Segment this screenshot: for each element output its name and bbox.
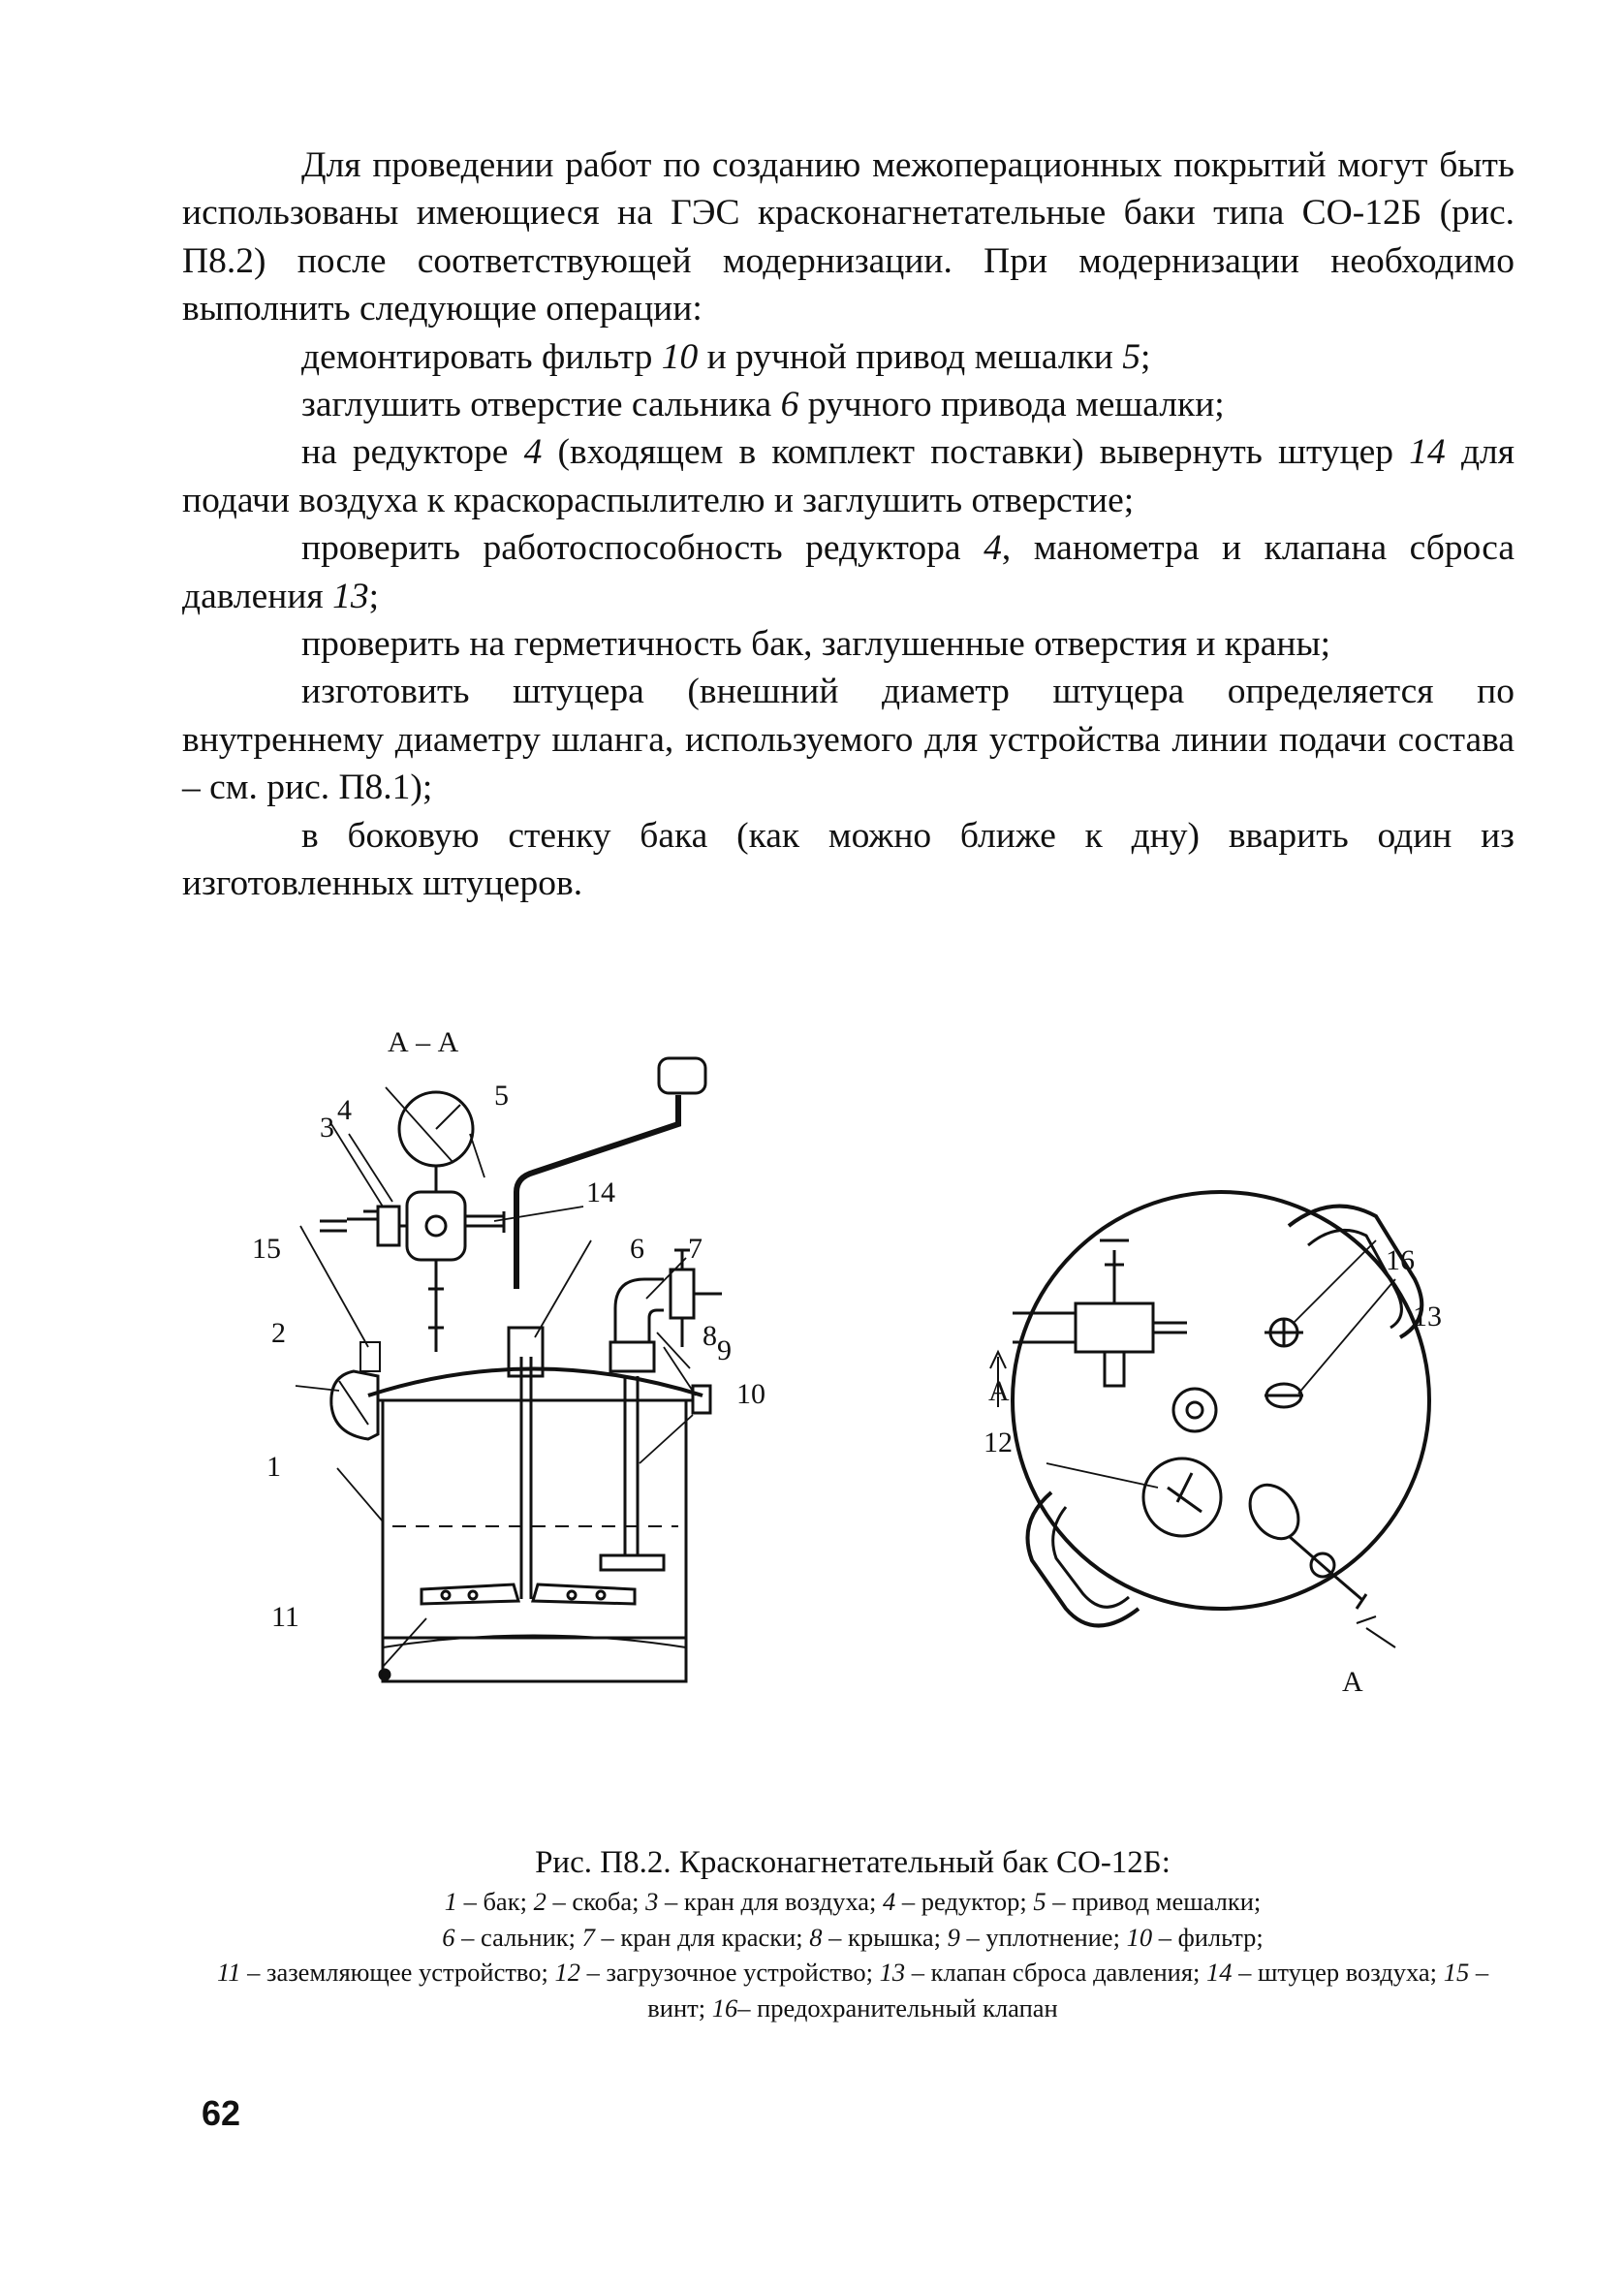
callout-12: 12 [984, 1427, 1013, 1458]
figure-caption [194, 1841, 1512, 2025]
callout-8: 8 [703, 1320, 717, 1352]
intro-paragraph: Для проведении работ по созданию межоперационных покрытий могут быть использованы имеющиеся на ГЭС краскoнагнетательные баки типа СО-12Б (рис. П8.2) после соответствующей модернизации. При модернизации необходимо выполнить следующие операции: [182, 145, 1515, 329]
agitator-shaft [521, 1357, 531, 1599]
page-number: 62 [202, 2093, 241, 2133]
filter [625, 1376, 638, 1555]
air-fitting [465, 1211, 504, 1233]
callout-16: 16 [1386, 1244, 1415, 1276]
callout-9: 9 [717, 1334, 732, 1366]
callout-5: 5 [494, 1080, 509, 1112]
reducer [407, 1192, 465, 1260]
operation-item: изготовить штуцера (внешний диаметр штуцера определяется по внутреннему диаметру шланга, используемого для устройства линии подачи состава – см. рис. П8.1); [182, 672, 1515, 808]
callout-13: 13 [1413, 1301, 1442, 1333]
tank-base [383, 1638, 686, 1681]
callout-2: 2 [271, 1317, 286, 1349]
caption-title: Рис. П8.2. Краскoнагнетательный бак СО-12Б: [535, 1845, 1171, 1880]
arrow-label-a: А [988, 1375, 1010, 1407]
callout-1: 1 [266, 1451, 281, 1483]
callout-10: 10 [736, 1378, 765, 1410]
arrow-label-a: А [1342, 1666, 1363, 1698]
tank-top-view [1013, 1192, 1429, 1609]
callout-7: 7 [688, 1233, 703, 1265]
tank-lid [368, 1369, 703, 1396]
body-text [182, 141, 1515, 908]
callout-3: 3 [320, 1112, 334, 1144]
callout-4: 4 [337, 1094, 352, 1126]
operation-item: проверить работоспособность редуктора 4, манометра и клапана сброса давления 13; [182, 528, 1515, 616]
tank-figure [223, 1008, 1512, 1783]
callout-11: 11 [271, 1601, 299, 1633]
callout-15: 15 [252, 1233, 281, 1265]
operation-item: демонтировать фильтр 10 и ручной привод мешалки 5; [301, 336, 1151, 377]
operation-item: проверить на герметичность бак, заглушенные отверстия и краны; [301, 624, 1331, 665]
tank-drawing [223, 1008, 1512, 1783]
caption-legend: 1 – бак; 2 – скоба; 3 – кран для воздуха; 4 – редуктор; 5 – привод мешалки; 6 – сальник; 7 – кран для краски; 8 – крышка; 9 – уплотнение; 10 – фильтр; 11 – заземляющее устройство; 12 – загрузочное устройство; 13 – клапан сброса давления; 14 – штуцер воздуха; 15 – винт; 16– предохранительный клапан [216, 1887, 1489, 2022]
callout-14: 14 [586, 1176, 615, 1208]
operation-item: заглушить отверстие сальника 6 ручного привода мешалки; [301, 385, 1225, 425]
section-label: А – А [388, 1026, 459, 1058]
callout-6: 6 [630, 1233, 644, 1265]
operation-item: в боковую стенку бака (как можно ближе к дну) вварить один из изготовленных штуцеров. [182, 815, 1515, 904]
operation-item: на редукторе 4 (входящем в комплект поставки) вывернуть штуцер 14 для подачи воздуха к краскораспылителю и заглушить отверстие; [182, 432, 1515, 520]
